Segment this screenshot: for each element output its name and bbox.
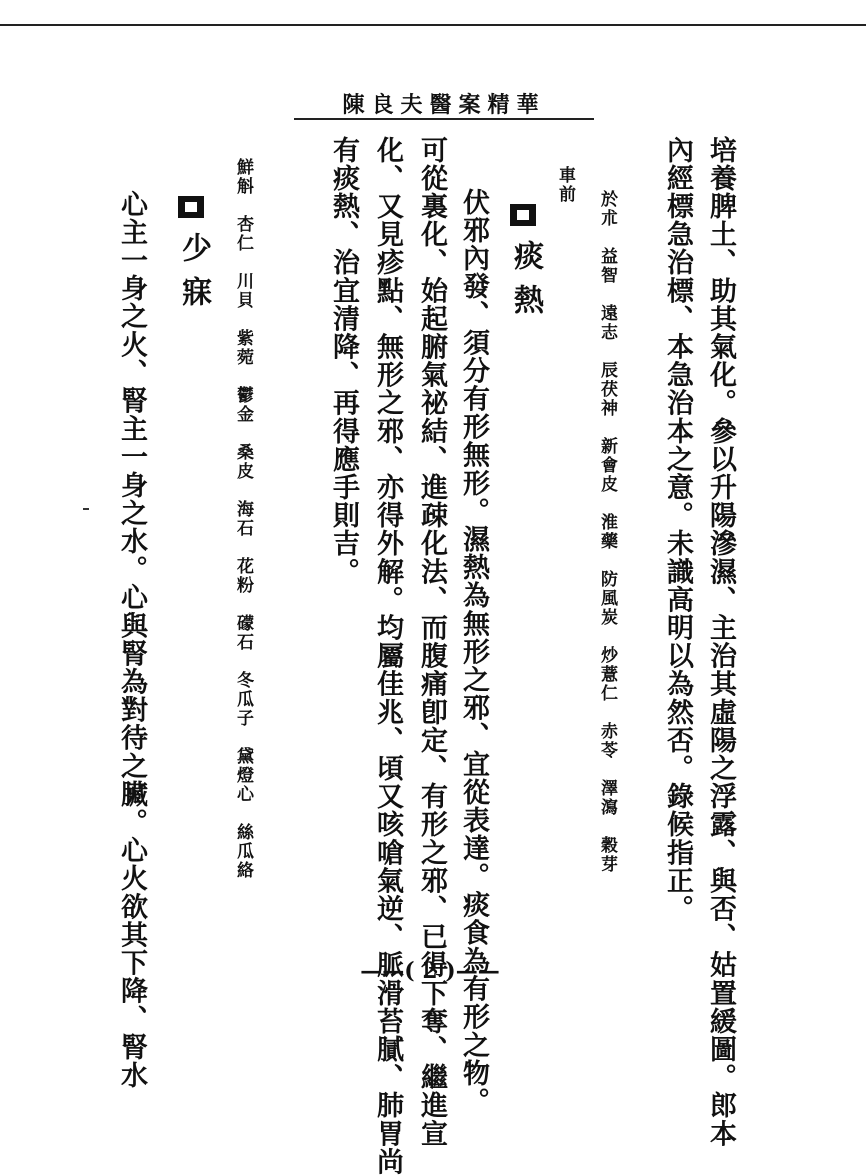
text-column-2: 內經標急治標、本急治本之意。未識高明以為然否。錄候指正。 [662, 136, 693, 923]
top-rule [0, 24, 866, 26]
herb: 淮藥 [597, 513, 617, 551]
prescription-1-row [598, 190, 615, 874]
heading-box-icon [178, 196, 204, 218]
text-column-16: 心主一身之火、腎主一身之水。心與腎為對待之臟。心火欲其下降、腎水 [116, 190, 147, 1090]
herb: 於朮 [597, 190, 617, 228]
text-column-13: 有痰熱、治宜清降、再得應手則吉。 [328, 136, 359, 586]
herb: 遠志 [597, 304, 617, 342]
section-heading-1 [510, 204, 570, 328]
running-head: 陳良夫醫案精華 [342, 92, 546, 118]
heading-box-icon [510, 204, 536, 226]
herb: 辰茯神 [597, 361, 617, 418]
herb: 炒薏仁 [597, 646, 617, 703]
herb: 海石 [233, 500, 253, 538]
herb: 桑皮 [233, 443, 253, 481]
herb: 礞石 [233, 614, 253, 652]
running-head-rule [294, 118, 594, 120]
herb: 鬱金 [233, 386, 253, 424]
text-column-10: 伏邪內發、須分有形無形。濕熱為無形之邪、宜從表達。痰食為有形之物。 [458, 188, 489, 1116]
page-number: ——( 2 )—— [360, 958, 500, 984]
herb: 冬瓜子 [233, 671, 253, 728]
herb: 新會皮 [597, 437, 617, 494]
herb: 絲瓜絡 [233, 823, 253, 880]
section-title: 痰熱 [508, 240, 543, 328]
herb-list-1 [598, 190, 615, 874]
stray-mark [83, 508, 89, 510]
herb: 穀芽 [597, 836, 617, 874]
herb: 赤苓 [597, 722, 617, 760]
text-column-1: 培養脾土、助其氣化。參以升陽滲濕、主治其虛陽之浮露、與否、姑置緩圖。郎本 [705, 136, 736, 1148]
herb: 澤瀉 [597, 779, 617, 817]
herb: 川貝 [233, 272, 253, 310]
herb: 花粉 [233, 557, 253, 595]
section-heading-2 [178, 196, 238, 320]
herb: 紫菀 [233, 329, 253, 367]
section-title: 少寐 [176, 232, 211, 320]
herb: 杏仁 [233, 215, 253, 253]
text-column-11: 可從裏化、始起腑氣祕結、進疎化法、而腹痛卽定、有形之邪、已得下奪、繼進宣 [416, 136, 447, 1148]
herb: 益智 [597, 247, 617, 285]
herb: 黛燈心 [233, 747, 253, 804]
herb-extra: 車前 [555, 166, 575, 204]
herb: 鮮斛 [233, 158, 253, 196]
text-column-12: 化、又見疹點、無形之邪、亦得外解。均屬佳兆、頃又咳嗆氣逆、脈滑苔膩、肺胃尚 [372, 136, 403, 1176]
herb: 防風炭 [597, 570, 617, 627]
